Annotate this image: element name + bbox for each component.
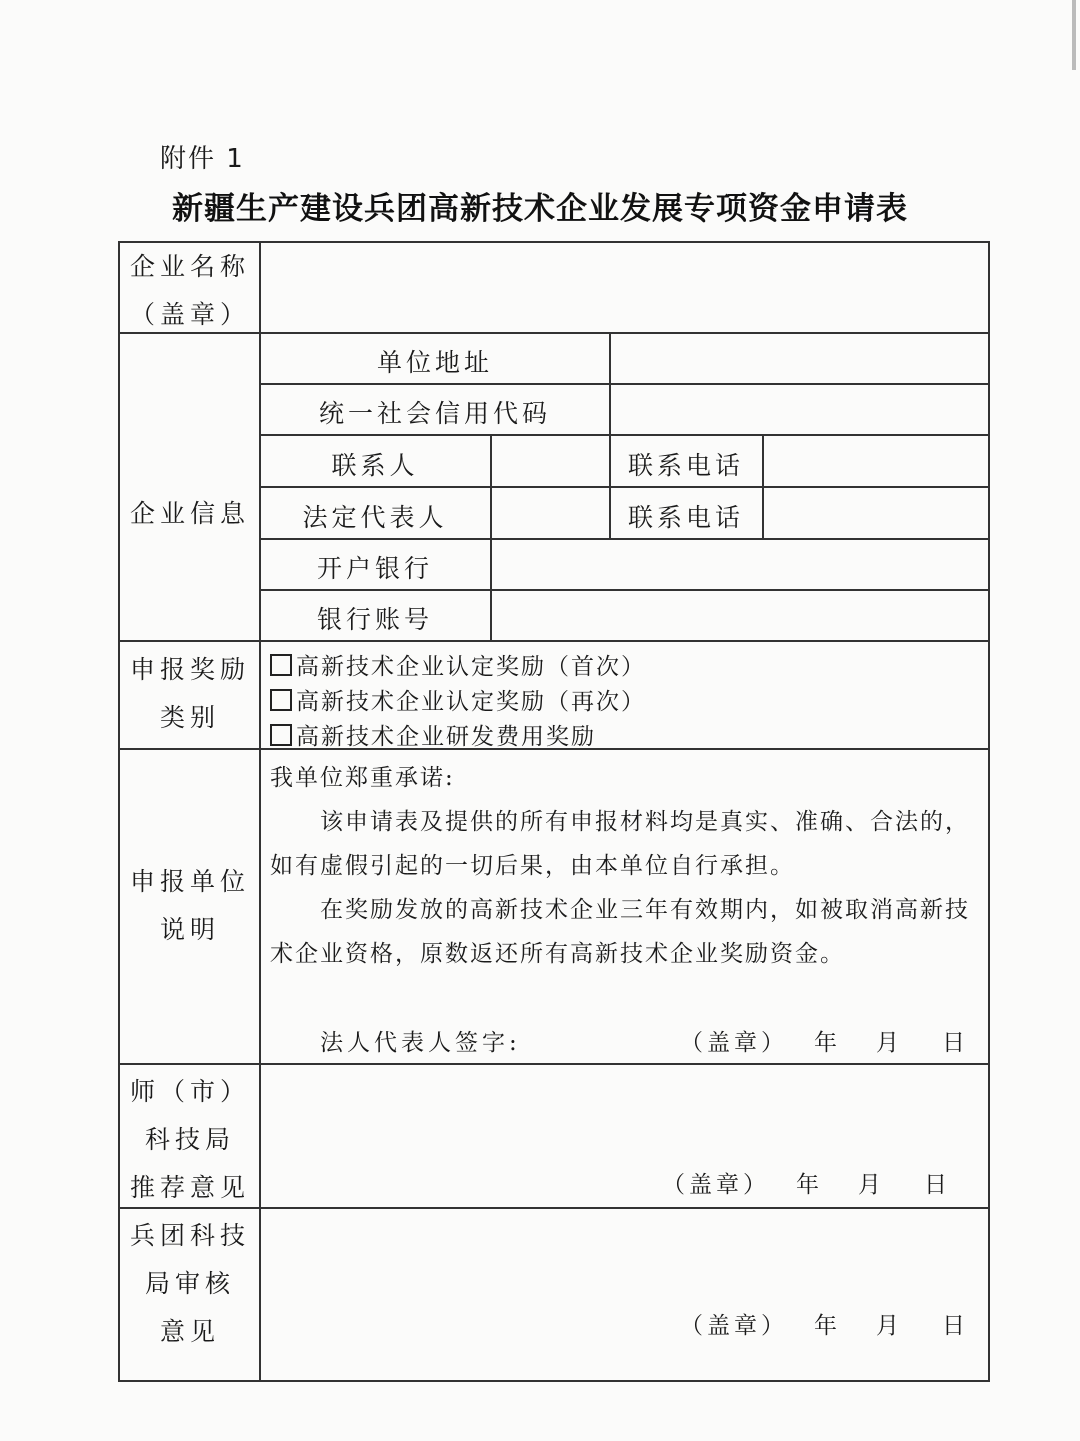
award-option-first[interactable] bbox=[270, 648, 646, 681]
corps-review-label bbox=[120, 1212, 260, 1356]
corps-year: 年 bbox=[814, 1313, 841, 1339]
account-label: 银行账号 bbox=[316, 605, 433, 634]
table-border-right bbox=[988, 241, 990, 1382]
row-divider bbox=[260, 538, 989, 540]
account-field[interactable] bbox=[493, 592, 986, 638]
division-year: 年 bbox=[796, 1172, 823, 1198]
statement-label-line2: 说明 bbox=[159, 915, 220, 944]
column-divider bbox=[762, 434, 764, 538]
company-name-label-line2: （盖章） bbox=[129, 300, 250, 329]
checkbox-icon[interactable] bbox=[270, 689, 292, 711]
statement-day: 日 bbox=[942, 1030, 969, 1056]
row-divider bbox=[260, 383, 989, 385]
division-month: 月 bbox=[858, 1172, 885, 1198]
row-divider bbox=[260, 486, 989, 488]
column-divider bbox=[609, 332, 611, 538]
award-type-label-line1: 申报奖励 bbox=[129, 655, 250, 684]
legal-rep-field[interactable] bbox=[493, 489, 607, 536]
statement-label bbox=[120, 858, 260, 954]
division-opinion-label bbox=[120, 1068, 260, 1212]
statement-paragraph-1: 该申请表及提供的所有申报材料均是真实、准确、合法的，如有虚假引起的一切后果，由本单位自行承担。 bbox=[270, 809, 970, 879]
company-name-field[interactable] bbox=[262, 244, 986, 330]
corps-review-field[interactable] bbox=[262, 1210, 986, 1305]
award-option-first-label: 高新技术企业认定奖励（首次） bbox=[296, 654, 646, 680]
division-label-line2: 科技局 bbox=[144, 1125, 235, 1154]
company-name-label bbox=[120, 243, 260, 339]
row-divider bbox=[118, 1063, 989, 1065]
column-divider bbox=[490, 434, 492, 640]
statement-intro: 我单位郑重承诺: bbox=[270, 765, 455, 791]
corps-day: 日 bbox=[942, 1313, 969, 1339]
checkbox-icon[interactable] bbox=[270, 724, 292, 746]
credit-code-label: 统一社会信用代码 bbox=[318, 399, 551, 428]
company-name-label-line1: 企业名称 bbox=[129, 252, 250, 281]
bank-field[interactable] bbox=[493, 541, 986, 587]
award-type-label bbox=[120, 646, 260, 742]
row-divider bbox=[260, 434, 989, 436]
company-info-label: 企业信息 bbox=[129, 499, 250, 528]
statement-paragraph-2: 在奖励发放的高新技术企业三年有效期内，如被取消高新技术企业资格，原数返还所有高新技术企业奖励资金。 bbox=[270, 897, 970, 967]
form-title: 新疆生产建设兵团高新技术企业发展专项资金申请表 bbox=[172, 191, 908, 227]
division-seal: （盖章） bbox=[662, 1172, 770, 1198]
signature-label: 法人代表人签字: bbox=[320, 1030, 521, 1056]
award-option-rd[interactable] bbox=[270, 718, 596, 751]
contact-phone-field[interactable] bbox=[765, 437, 986, 484]
corps-month: 月 bbox=[876, 1313, 903, 1339]
credit-code-field[interactable] bbox=[612, 386, 986, 432]
corps-label-line2: 局审核 bbox=[144, 1269, 235, 1298]
legal-phone-label: 联系电话 bbox=[627, 503, 744, 532]
division-label-line3: 推荐意见 bbox=[129, 1173, 250, 1202]
statement-seal: （盖章） bbox=[680, 1030, 788, 1056]
statement-text bbox=[270, 756, 985, 976]
row-divider bbox=[118, 640, 989, 642]
contact-phone-label: 联系电话 bbox=[627, 451, 744, 480]
corps-label-line1: 兵团科技 bbox=[129, 1221, 250, 1250]
row-divider bbox=[260, 589, 989, 591]
division-label-line1: 师（市） bbox=[129, 1077, 250, 1106]
contact-label: 联系人 bbox=[331, 451, 419, 480]
bank-label: 开户银行 bbox=[316, 554, 433, 583]
corps-label-line3: 意见 bbox=[159, 1317, 220, 1346]
attachment-label: 附件 1 bbox=[160, 144, 245, 174]
address-field[interactable] bbox=[612, 335, 986, 381]
award-type-label-line2: 类别 bbox=[159, 703, 220, 732]
award-option-rd-label: 高新技术企业研发费用奖励 bbox=[296, 724, 596, 750]
division-opinion-field[interactable] bbox=[262, 1066, 986, 1166]
statement-label-line1: 申报单位 bbox=[129, 867, 250, 896]
checkbox-icon[interactable] bbox=[270, 654, 292, 676]
statement-month: 月 bbox=[876, 1030, 903, 1056]
division-day: 日 bbox=[924, 1172, 951, 1198]
award-option-again-label: 高新技术企业认定奖励（再次） bbox=[296, 689, 646, 715]
address-label: 单位地址 bbox=[376, 348, 493, 377]
corps-seal: （盖章） bbox=[680, 1313, 788, 1339]
contact-field[interactable] bbox=[493, 437, 607, 484]
award-option-again[interactable] bbox=[270, 683, 646, 716]
table-border-bottom bbox=[118, 1380, 989, 1382]
legal-rep-label: 法定代表人 bbox=[302, 503, 448, 532]
statement-year: 年 bbox=[814, 1030, 841, 1056]
legal-phone-field[interactable] bbox=[765, 489, 986, 536]
